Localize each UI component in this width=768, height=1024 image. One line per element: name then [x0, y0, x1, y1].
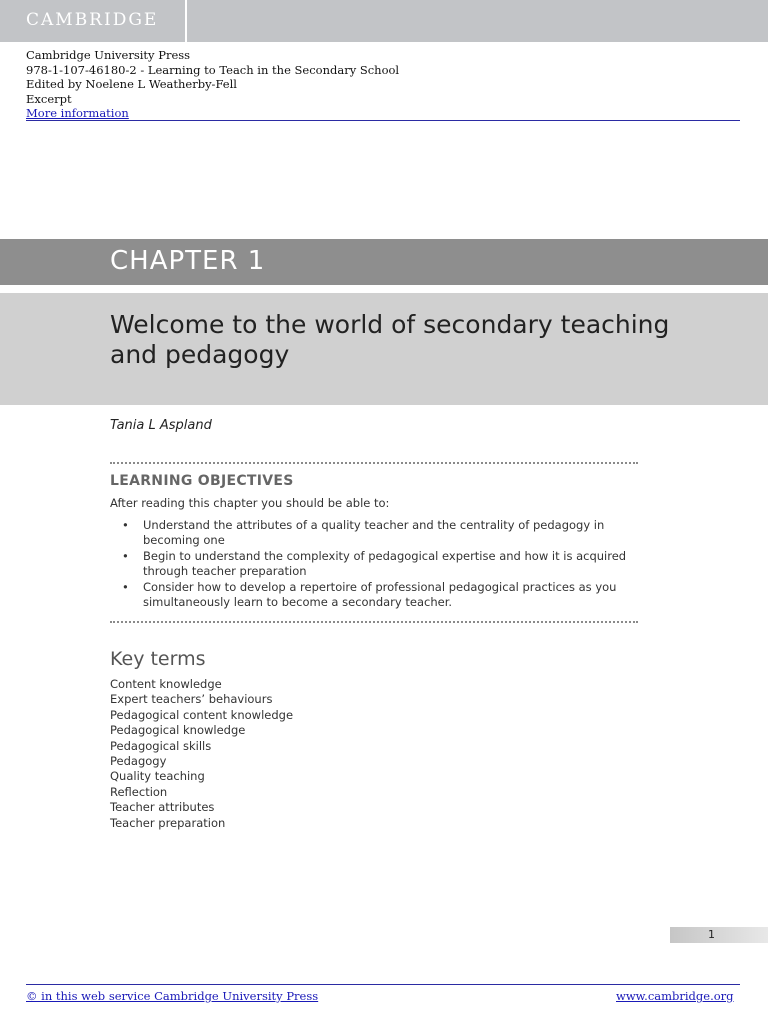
- dotted-divider-top: [110, 462, 638, 464]
- list-item: Teacher preparation: [110, 815, 226, 830]
- list-item: Pedagogical knowledge: [110, 723, 246, 738]
- page-number: 1: [708, 928, 715, 941]
- bullet-icon: •: [122, 579, 129, 594]
- header-divider: [26, 120, 740, 121]
- list-item: [110, 580, 640, 611]
- isbn-title: 978-1-107-46180-2 - Learning to Teach in the Secondary School: [26, 62, 400, 77]
- publication-info: [26, 48, 399, 121]
- footer-divider: [26, 984, 740, 985]
- list-item: Pedagogical content knowledge: [110, 707, 294, 722]
- list-item: Teacher attributes: [110, 800, 215, 815]
- list-item: Pedagogical skills: [110, 738, 212, 753]
- learning-objectives-intro: After reading this chapter you should be able to:: [110, 496, 390, 510]
- list-item: Pedagogy: [110, 754, 167, 769]
- copyright-link[interactable]: © in this web service Cambridge University Press: [26, 989, 319, 1003]
- publisher-name: Cambridge University Press: [26, 48, 191, 62]
- bullet-icon: •: [122, 548, 129, 563]
- learning-objectives-list: [110, 518, 640, 610]
- brand-divider: [185, 0, 187, 42]
- cambridge-logo: CAMBRIDGE: [26, 10, 159, 30]
- objective-text: Understand the attributes of a quality teacher and the centrality of pedagogy in becoming one: [143, 518, 605, 548]
- list-item: [110, 549, 640, 580]
- list-item: Quality teaching: [110, 769, 205, 784]
- key-terms-list: [110, 677, 293, 831]
- chapter-label: CHAPTER 1: [110, 246, 266, 276]
- dotted-divider-bottom: [110, 621, 638, 623]
- learning-objectives-heading: LEARNING OBJECTIVES: [110, 473, 294, 489]
- list-item: Reflection: [110, 784, 168, 799]
- website-link[interactable]: www.cambridge.org: [616, 989, 734, 1003]
- chapter-title: Welcome to the world of secondary teaching and pedagogy: [110, 310, 670, 369]
- editor-line: Edited by Noelene L Weatherby-Fell: [26, 77, 237, 91]
- key-terms-heading: Key terms: [110, 648, 206, 670]
- excerpt-label: Excerpt: [26, 91, 72, 106]
- more-information-link[interactable]: More information: [26, 106, 129, 120]
- list-item: Content knowledge: [110, 677, 222, 691]
- page-number-tab: [670, 927, 768, 943]
- chapter-author: Tania L Aspland: [110, 418, 212, 433]
- list-item: [110, 518, 640, 549]
- objective-text: Begin to understand the complexity of pedagogical expertise and how it is acquired through teacher preparation: [143, 548, 627, 579]
- bullet-icon: •: [122, 518, 129, 532]
- list-item: Expert teachers’ behaviours: [110, 692, 273, 707]
- objective-text: Consider how to develop a repertoire of professional pedagogical practices as you simultaneously learn to become a secondary teacher.: [143, 579, 617, 610]
